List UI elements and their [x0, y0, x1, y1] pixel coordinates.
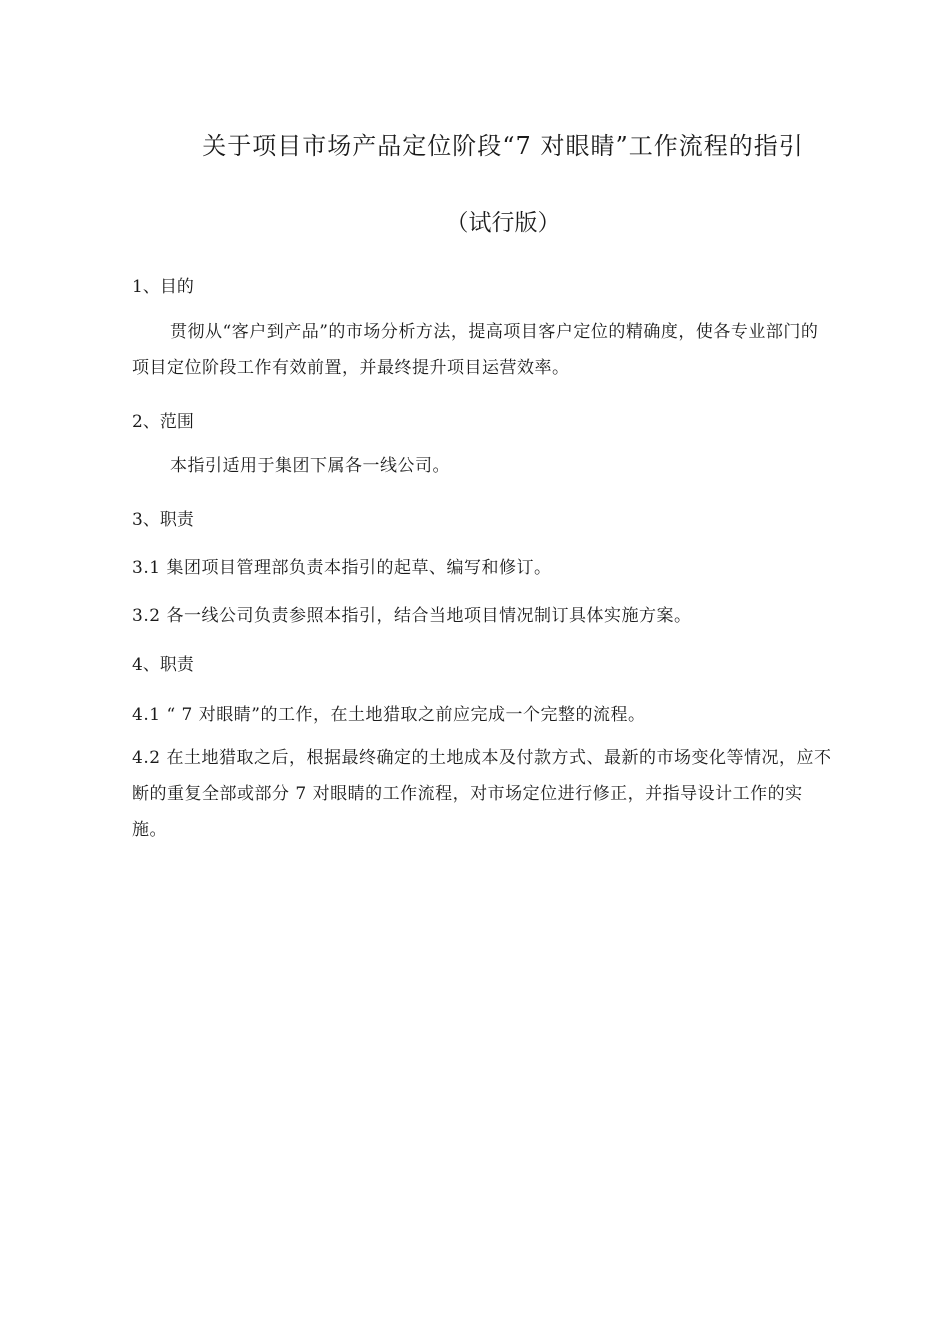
- section-3-heading: 3、职责: [132, 510, 194, 530]
- section-4-item-2: 4.2 在土地猎取之后，根据最终确定的土地成本及付款方式、最新的市场变化等情况，应不断的重复全部或部分 7 对眼睛的工作流程，对市场定位进行修正，并指导设计工作的实施。: [132, 748, 832, 840]
- section-3-item-1: 3.1 集团项目管理部负责本指引的起草、编写和修订。: [132, 558, 552, 578]
- section-2-body: 本指引适用于集团下属各一线公司。: [170, 456, 450, 476]
- document-title: 关于项目市场产品定位阶段“7 对眼睛”工作流程的指引: [202, 132, 804, 160]
- section-4-heading: 4、职责: [132, 655, 194, 675]
- section-3-item-2: 3.2 各一线公司负责参照本指引，结合当地项目情况制订具体实施方案。: [132, 606, 692, 626]
- section-4-item-1: 4.1 “ 7 对眼睛”的工作，在土地猎取之前应完成一个完整的流程。: [132, 705, 646, 725]
- section-2-heading: 2、范围: [132, 412, 194, 432]
- section-1-body: 贯彻从“客户到产品”的市场分析方法，提高项目客户定位的精确度，使各专业部门的项目定位阶段工作有效前置，并最终提升项目运营效率。: [132, 322, 819, 378]
- document-subtitle: （试行版）: [445, 210, 561, 236]
- section-1-heading: 1、目的: [132, 277, 194, 297]
